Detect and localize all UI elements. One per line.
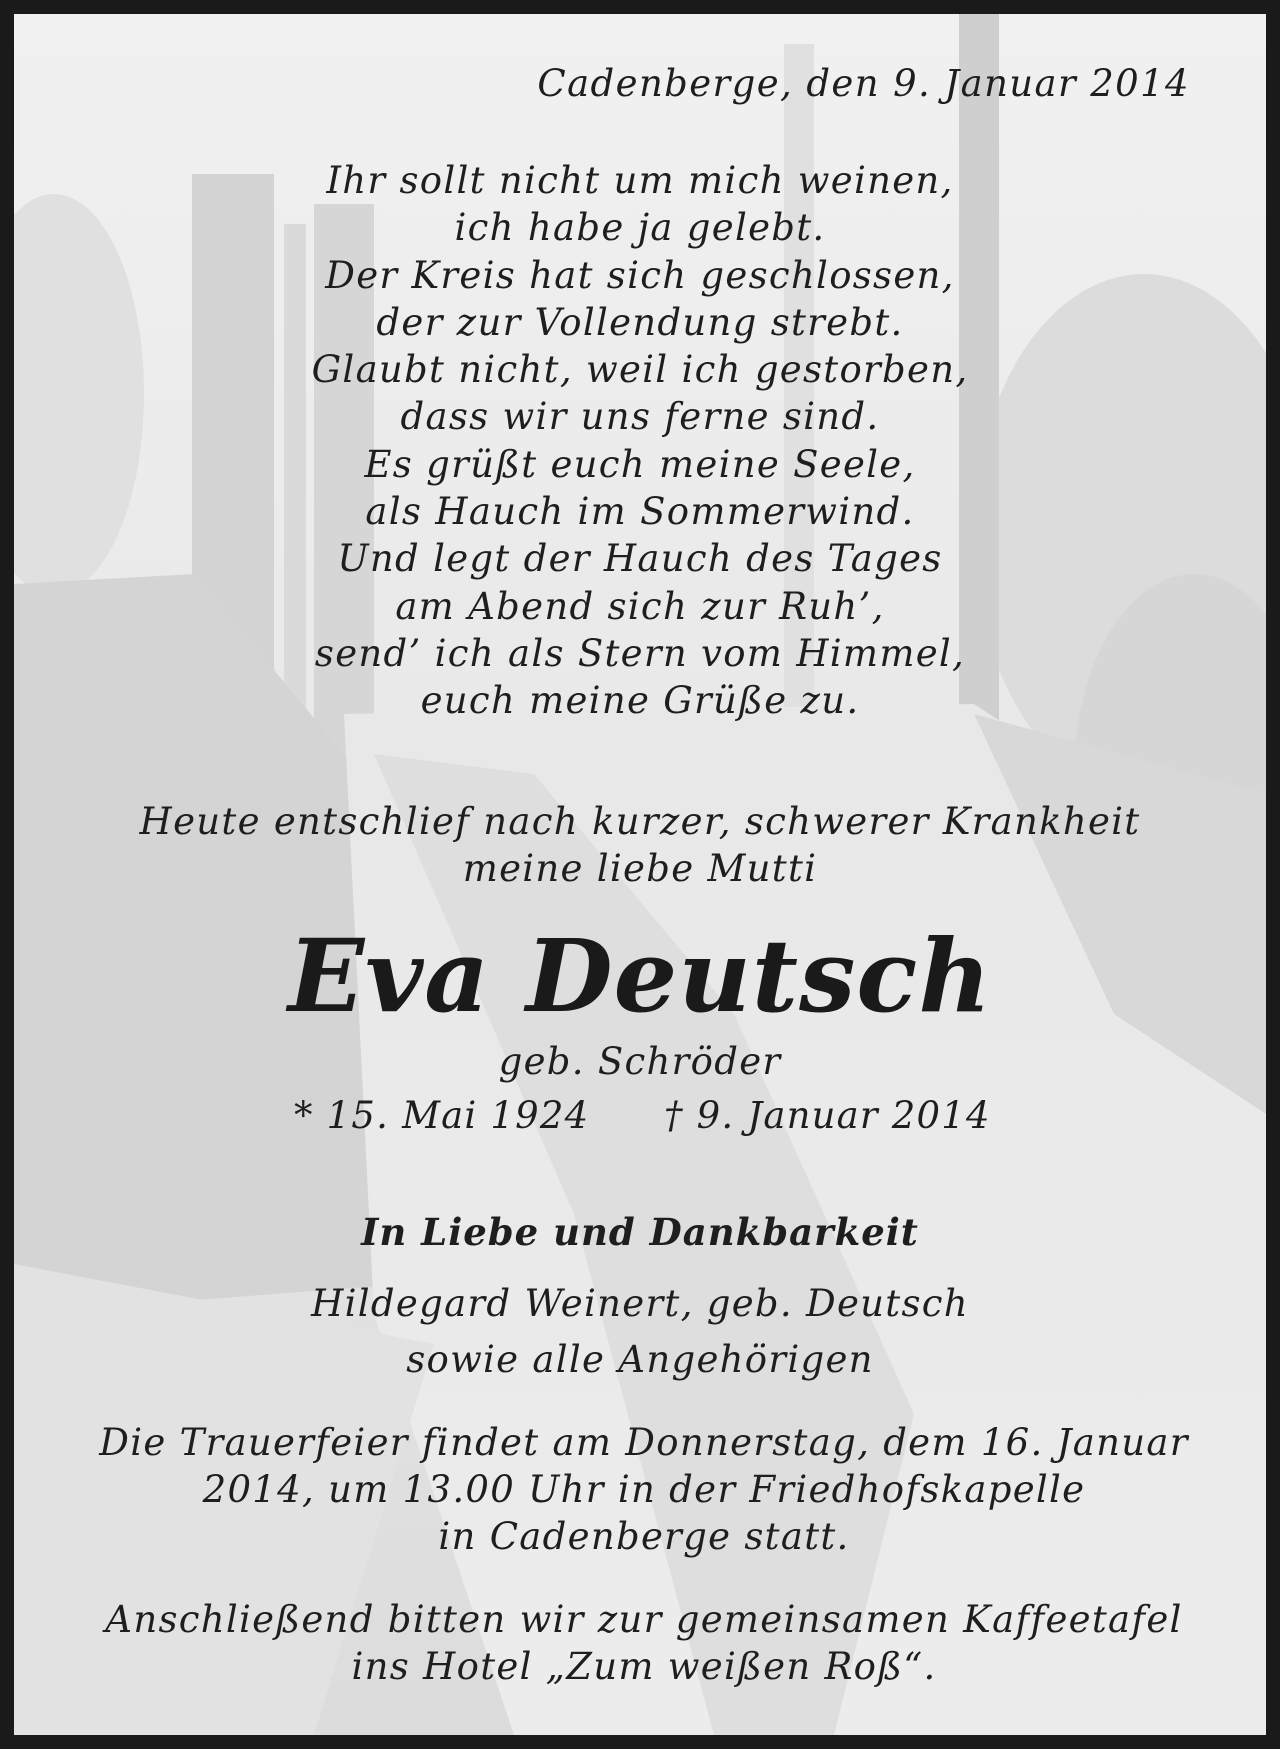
poem-line: Glaubt nicht, weil ich gestorben, [311,348,969,392]
intro-line: meine liebe Mutti [462,847,818,890]
death-date: † 9. Januar 2014 [664,1094,991,1137]
mourner-line: Hildegard Weinert, geb. Deutsch [311,1282,969,1325]
poem-line: Und legt der Hauch des Tages [337,537,943,581]
poem-line: euch meine Grüße zu. [420,679,860,723]
announcement-intro [14,798,1266,892]
poem-line: Der Kreis hat sich geschlossen, [325,253,955,297]
poem-line: Es grüßt euch meine Seele, [364,442,916,486]
funeral-details [88,1419,1200,1560]
funeral-line: Die Trauerfeier findet am Donnerstag, dem 16. Januar [99,1421,1189,1464]
mourner-line: sowie alle Angehörigen [406,1338,874,1381]
reception-line: Anschließend bitten wir zur gemeinsamen Kaffeetafel [105,1598,1183,1641]
deceased-name: Eva Deutsch [287,917,993,1035]
intro-line: Heute entschlief nach kurzer, schwerer Krankheit [139,800,1141,843]
poem-line: als Hauch im Sommerwind. [365,490,915,534]
poem-line: send’ ich als Stern vom Himmel, [314,631,966,675]
birth-date: * 15. Mai 1924 [294,1094,590,1137]
obituary-notice [14,14,1266,1735]
place-and-date: Cadenberge, den 9. Januar 2014 [537,62,1190,105]
poem-line: am Abend sich zur Ruh’, [395,584,885,628]
poem-line: dass wir uns ferne sind. [400,395,880,439]
poem-line: der zur Vollendung strebt. [376,300,904,344]
maiden-name: geb. Schröder [498,1040,782,1083]
reception-line: ins Hotel „Zum weißen Roß“. [351,1645,937,1688]
dedication: In Liebe und Dankbarkeit [361,1210,919,1254]
funeral-line: 2014, um 13.00 Uhr in der Friedhofskapelle [202,1468,1086,1511]
poem-line: ich habe ja gelebt. [454,206,826,250]
reception-details [88,1596,1200,1690]
funeral-line: in Cadenberge statt. [438,1515,850,1558]
poem [14,157,1266,725]
poem-line: Ihr sollt nicht um mich weinen, [326,159,954,202]
mourners [14,1276,1266,1388]
